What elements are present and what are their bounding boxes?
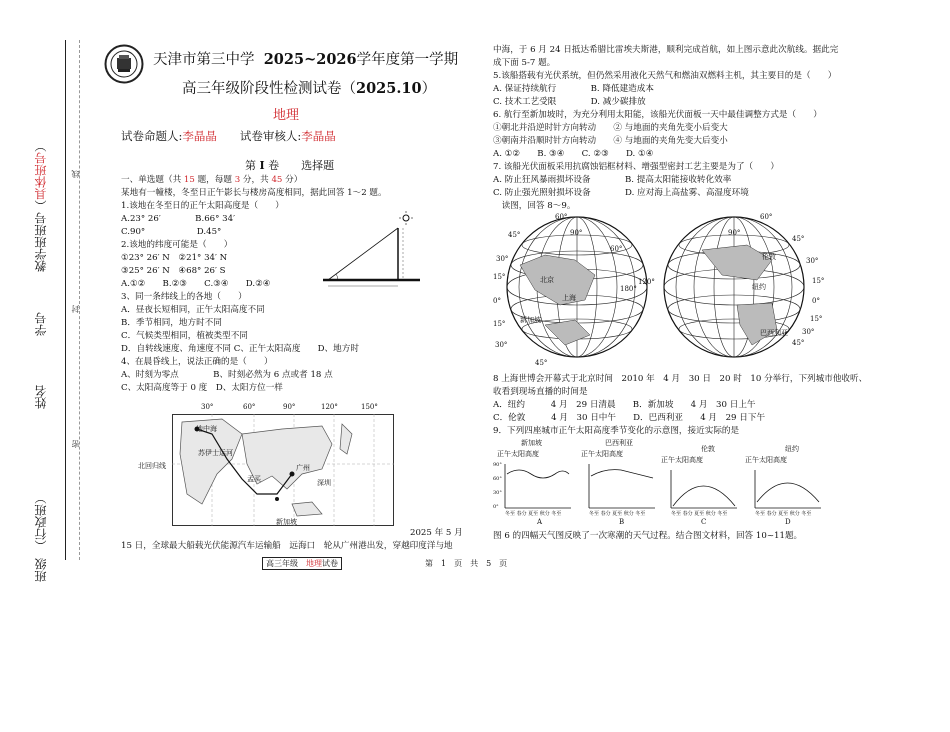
question-3-a: A．昼夜长短相同，正午太阳高度不同 bbox=[121, 305, 265, 315]
question-7-cd: C. 防止强光照射损坏设备 D. 应对海上高盐雾、高湿度环境 bbox=[493, 188, 749, 198]
single-choice-heading: 一、单选题（共 15 题，每题 3 分，共 45 分） bbox=[121, 175, 303, 185]
subject-title: 地理 bbox=[273, 108, 300, 123]
question-7: 7. 该船光伏面板采用抗腐蚀铝框材料、增强型密封工艺主要是为了（ ） bbox=[493, 162, 779, 172]
question-4: 4、在晨昏线上，说法正确的是（ ） bbox=[121, 357, 273, 367]
footer-grade-box: 高三年级 地理试卷 bbox=[262, 557, 342, 570]
map-label-tropic: 北回归线 bbox=[138, 462, 166, 470]
question-4-ab: A、时刻为零点 B、时刻必然为 6 点或者 18 点 bbox=[121, 370, 333, 380]
curve-c-x: 冬至 春分 夏至 秋分 冬至 bbox=[671, 511, 728, 517]
question-2-opt2: ③25° 26′ N ④68° 26′ S bbox=[121, 266, 226, 276]
curve-a-letter: A bbox=[537, 518, 543, 526]
student-id-label: 学号 bbox=[34, 312, 48, 336]
question-6-opt2: ③朝南并沿顺时针方向转动 ④ 与地面的夹角先变大后变小 bbox=[493, 136, 728, 146]
curve-b-ylabel: 正午太阳高度 bbox=[581, 450, 623, 458]
curve-c-ylabel: 正午太阳高度 bbox=[661, 456, 703, 464]
passage-line: 15 日，全球最大船载光伏能源汽车运输船 远海口 轮从广州港出发，穿越印度洋与地 bbox=[121, 541, 453, 551]
question-8-ab: A．纽约 4 月 29 日清晨 B．新加坡 4 月 30 日上午 bbox=[493, 400, 756, 410]
teaching-class-label: 教学班班号（具体班号） bbox=[34, 140, 48, 272]
curve-a-ylabel: 正午太阳高度 bbox=[497, 450, 539, 458]
question-4-cd: C、太阳高度等于 0 度 D、太阳方位一样 bbox=[121, 383, 283, 393]
question-3-c: C．气候类型相同，植被类型不同 bbox=[121, 331, 248, 341]
curve-y-30: 30° bbox=[493, 490, 502, 496]
exam-title-line2: 高三年级阶段性检测试卷（2025.10） bbox=[182, 80, 437, 97]
map-label-singapore: 新加坡 bbox=[276, 518, 297, 526]
curve-a-x: 冬至 春分 夏至 秋分 冬至 bbox=[505, 511, 562, 517]
passage-date-tail: 2025 年 5 月 bbox=[410, 528, 463, 538]
curve-d-city: 纽约 bbox=[785, 445, 799, 453]
globe-left-labels: 60° 45° 30° 15° 0° 15° 30° 45° 90° 60° 120° 180° 北京 上海 新加坡 bbox=[493, 213, 655, 367]
map-label-suez: 苏伊士运河 bbox=[198, 449, 233, 457]
right-passage-2: 成下面 5-7 题。 bbox=[493, 58, 556, 68]
question-3: 3、同一条纬线上的各地（ ） bbox=[121, 292, 247, 302]
curve-c-city: 伦敦 bbox=[701, 445, 715, 453]
school-logo bbox=[104, 44, 144, 84]
question-2: 2.该地的纬度可能是（ ） bbox=[121, 240, 233, 250]
question-2-opt1: ①23° 26′ N ②21° 34′ N bbox=[121, 253, 228, 263]
right-passage-1: 中海，于 6 月 24 日抵达希腊比雷埃夫斯港，顺利完成首航，如上图示意此次航线。据此完 bbox=[493, 45, 839, 55]
author-line: 试卷命题人:李晶晶 试卷审核人:李晶晶 bbox=[121, 129, 336, 143]
curve-a-city: 新加坡 bbox=[521, 439, 542, 447]
question-2-answers: A.①② B.②③ C.③④ D.②④ bbox=[121, 279, 271, 289]
seal-secret: 密 bbox=[71, 440, 80, 448]
name-label: 姓名 bbox=[34, 385, 48, 409]
curve-b-x: 冬至 春分 夏至 秋分 冬至 bbox=[589, 511, 646, 517]
question-8-cd: C．伦敦 4 月 30 日中午 D．巴西利亚 4 月 29 日下午 bbox=[493, 413, 766, 423]
question-1-ab: A.23° 26′ B.66° 34′ bbox=[121, 214, 236, 224]
section-title: 第 Ⅰ 卷 选择题 bbox=[245, 159, 335, 172]
question-5-cd: C. 技术工艺受限 D. 减少碳排放 bbox=[493, 97, 646, 107]
sidebar-line bbox=[65, 40, 66, 560]
question-9: 9．下列四座城市正午太阳高度季节变化的示意图，接近实际的是 bbox=[493, 426, 740, 436]
globe-right-labels: 60° 45° 30° 15° 0° 15° 30° 45° 90° 伦敦 纽约 巴西利亚 bbox=[728, 213, 825, 347]
question-3-b: B．季节相同，地方时不同 bbox=[121, 318, 222, 328]
curve-y-90: 90° bbox=[493, 462, 502, 468]
question-6-opt1: ①朝北并沿逆时针方向转动 ② 与地面的夹角先变小后变大 bbox=[493, 123, 728, 133]
building-shadow-figure bbox=[318, 210, 423, 290]
solar-height-charts bbox=[493, 438, 823, 528]
curve-d-letter: D bbox=[785, 518, 791, 526]
cut-line bbox=[79, 40, 80, 560]
question-8-cont: 收看到现场直播的时间是 bbox=[493, 387, 588, 397]
question-8: 8 上海世博会开幕式于北京时间 2010 年 4 月 30 日 20 时 10 分举行，下列城市他收听、 bbox=[493, 374, 868, 384]
curve-b-letter: B bbox=[619, 518, 625, 526]
exam-title-line1: 天津市第三中学 2025~2026学年度第一学期 bbox=[153, 51, 459, 68]
map-label-mumbai: 孟买 bbox=[247, 475, 261, 483]
question-intro: 某地有一幢楼，冬至日正午影长与楼房高度相同，据此回答 1～2 题。 bbox=[121, 188, 387, 198]
curve-y-60: 60° bbox=[493, 476, 502, 482]
curve-c-letter: C bbox=[701, 518, 707, 526]
footer-page: 第 1 页 共 5 页 bbox=[425, 559, 508, 568]
question-3-d: D．自转线速度、角速度不同 C、正午太阳高度 D、地方时 bbox=[121, 344, 359, 354]
question-1: 1.该地在冬至日的正午太阳高度是（ ） bbox=[121, 201, 284, 211]
class-label: 班级 （行政班） bbox=[34, 492, 48, 582]
question-6-answers: A. ①② B. ③④ C. ②③ D. ①④ bbox=[493, 149, 654, 159]
question-5: 5.该船搭载有光伏系统，但仍然采用液化天然气和燃油双燃料主机，其主要目的是（ ） bbox=[493, 71, 837, 81]
question-10-intro: 图 6 的四幅天气图反映了一次寒潮的天气过程。结合图文材料，回答 10~11题。 bbox=[493, 531, 803, 541]
question-7-ab: A. 防止狂风暴雨损坏设备 B. 提高太阳能接收转化效率 bbox=[493, 175, 732, 185]
seal-line: 线 bbox=[71, 170, 80, 178]
question-5-ab: A. 保证持续航行 B. 降低建造成本 bbox=[493, 84, 654, 94]
map-label-guangzhou: 广州 bbox=[296, 464, 310, 472]
read-figure-prompt: 读图，回答 8～9。 bbox=[493, 201, 576, 211]
map-label-piraeus: 地中海 bbox=[196, 425, 217, 433]
question-1-cd: C.90° D.45° bbox=[121, 227, 222, 237]
seal-seal: 封 bbox=[71, 305, 80, 313]
curve-b-city: 巴西利亚 bbox=[605, 439, 633, 447]
curve-d-x: 冬至 春分 夏至 秋分 冬至 bbox=[755, 511, 812, 517]
curve-d-ylabel: 正午太阳高度 bbox=[745, 456, 787, 464]
map-label-shenzhen: 深圳 bbox=[317, 479, 331, 487]
curve-y-0: 0° bbox=[493, 504, 499, 510]
question-6: 6. 航行至新加坡时，为充分利用太阳能，该船光伏面板一天中最佳调整方式是（ ） bbox=[493, 110, 822, 120]
binding-sidebar bbox=[30, 40, 100, 582]
